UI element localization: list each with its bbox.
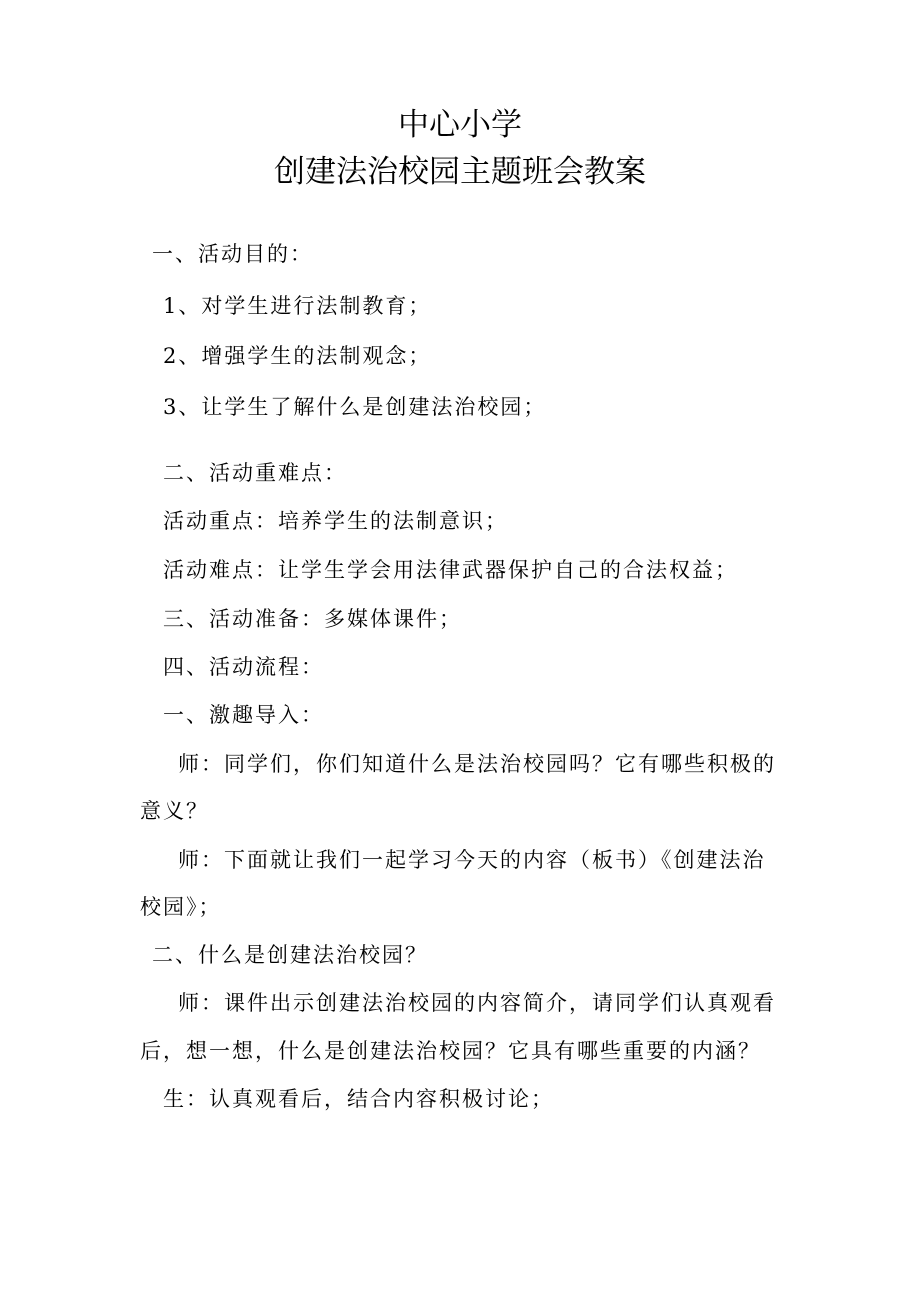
section-heading-preparation: 三、活动准备：多媒体课件； <box>163 607 462 631</box>
teacher-line-1-cont: 意义？ <box>140 799 209 823</box>
teacher-line-3-cont: 后，想一想，什么是创建法治校园？它具有哪些重要的内涵？ <box>140 1039 761 1063</box>
school-title: 中心小学 <box>398 107 522 143</box>
difficult-point: 活动难点：让学生学会用法律武器保护自己的合法权益； <box>163 558 738 582</box>
teacher-line-2: 师：下面就让我们一起学习今天的内容（板书）《创建法治 <box>178 848 766 872</box>
objective-item-1: 1、对学生进行法制教育； <box>163 294 432 318</box>
step-heading-intro: 一、激趣导入： <box>163 703 324 727</box>
teacher-line-1: 师：同学们，你们知道什么是法治校园吗？它有哪些积极的 <box>178 752 776 776</box>
section-heading-key-points: 二、活动重难点： <box>163 461 347 485</box>
teacher-line-2-cont: 校园》； <box>140 895 222 919</box>
key-point: 活动重点：培养学生的法制意识； <box>163 509 508 533</box>
objective-item-3: 3、让学生了解什么是创建法治校园； <box>163 395 547 419</box>
document-title: 创建法治校园主题班会教案 <box>274 154 646 190</box>
section-heading-objectives: 一、活动目的： <box>152 242 313 266</box>
section-heading-process: 四、活动流程： <box>163 655 324 679</box>
step-heading-what-is: 二、什么是创建法治校园？ <box>152 943 428 967</box>
teacher-line-3: 师：课件出示创建法治校园的内容简介，请同学们认真观看 <box>178 991 776 1015</box>
objective-item-2: 2、增强学生的法制观念； <box>163 344 432 368</box>
student-line-1: 生：认真观看后，结合内容积极讨论； <box>163 1087 554 1111</box>
